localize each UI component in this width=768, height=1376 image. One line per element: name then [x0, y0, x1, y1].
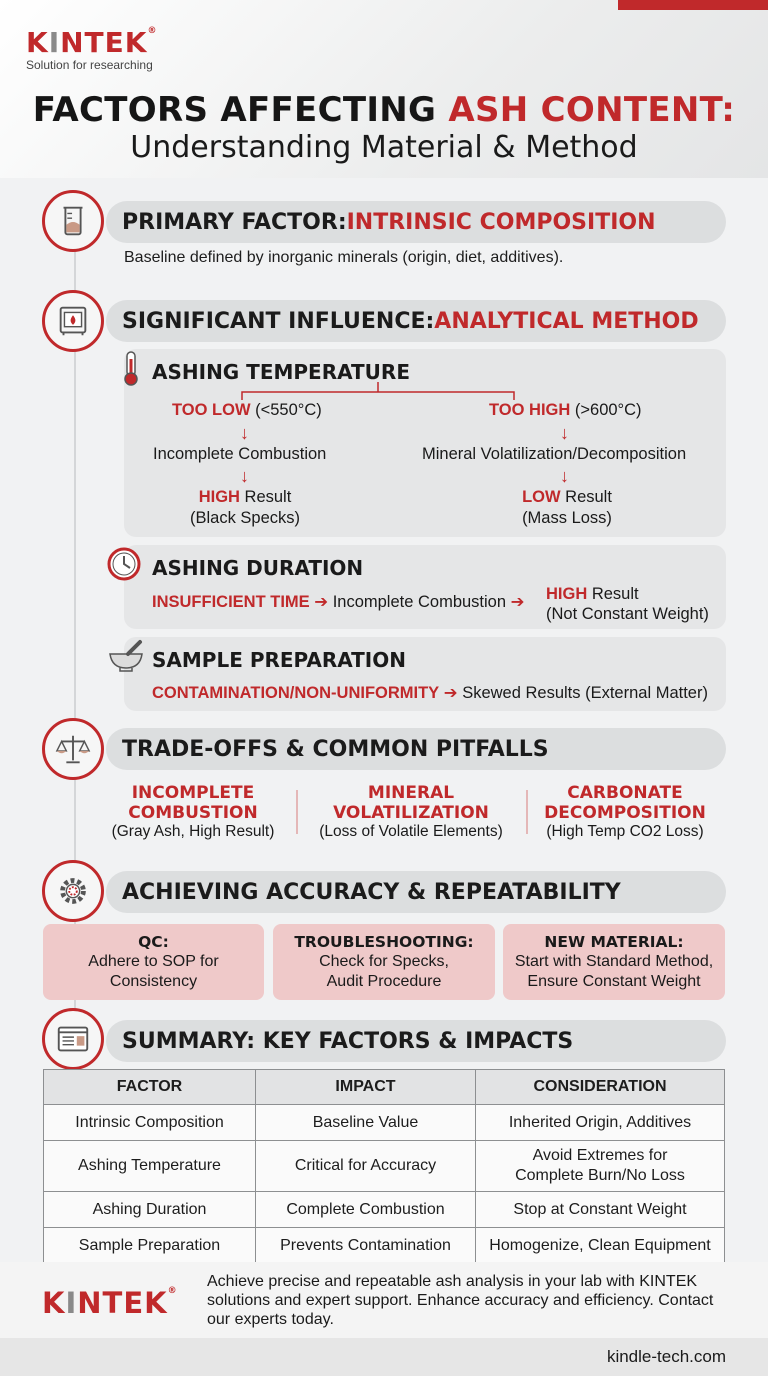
- table-cell: Intrinsic Composition: [44, 1105, 256, 1141]
- duration-note: (Not Constant Weight): [546, 605, 709, 623]
- analytical-method-heading: SIGNIFICANT INFLUENCE: ANALYTICAL METHOD: [106, 300, 726, 342]
- arrow-down-icon: ↓: [240, 466, 249, 486]
- footer-cta-text: Achieve precise and repeatable ash analysis in your lab with KINTEK solutions and expert support. Enhance accuracy and efficiency. Contact our experts today.: [207, 1273, 714, 1328]
- column-header: FACTOR: [44, 1070, 256, 1105]
- arrow-down-icon: ↓: [560, 423, 569, 443]
- document-table-icon: [42, 1008, 104, 1070]
- qc-card: QC: Adhere to SOP for Consistency: [43, 924, 264, 1000]
- beaker-icon: [42, 190, 104, 252]
- table-header-row: [44, 1070, 725, 1105]
- duration-heading: ASHING DURATION: [152, 556, 364, 580]
- mortar-pestle-icon: [106, 638, 146, 674]
- table-row: [44, 1105, 725, 1141]
- tagline: Solution for researching: [26, 58, 153, 72]
- gear-icon: [42, 860, 104, 922]
- arrow-down-icon: ↓: [560, 466, 569, 486]
- logo-i: I: [48, 26, 61, 59]
- tradeoff-item: INCOMPLETE COMBUSTION (Gray Ash, High Result): [111, 783, 275, 840]
- table-cell: Critical for Accuracy: [256, 1141, 476, 1192]
- temperature-branch-lines: [240, 382, 520, 402]
- too-low-result: HIGH Result: [198, 488, 292, 506]
- website-link[interactable]: kindle-tech.com: [606, 1347, 726, 1366]
- troubleshooting-card: TROUBLESHOOTING: Check for Specks, Audit Procedure: [273, 924, 495, 1000]
- table-cell: Ashing Temperature: [44, 1141, 256, 1192]
- top-accent-bar: [618, 0, 768, 10]
- temperature-heading: ASHING TEMPERATURE: [152, 360, 410, 384]
- table-cell: Baseline Value: [256, 1105, 476, 1141]
- table-cell: Ashing Duration: [44, 1192, 256, 1228]
- too-high-note: (Mass Loss): [522, 509, 612, 527]
- too-high-label: TOO HIGH (>600°C): [489, 401, 642, 419]
- divider: [296, 790, 298, 834]
- footer-kintek-logo: KINTEK®: [42, 1286, 178, 1320]
- preparation-chain: CONTAMINATION/NON-UNIFORMITY ➔ Skewed Results (External Matter): [152, 684, 708, 702]
- table-cell: Homogenize, Clean Equipment: [476, 1228, 725, 1264]
- too-low-label: TOO LOW (<550°C): [172, 401, 322, 419]
- clock-icon: [106, 546, 142, 582]
- duration-result: HIGH Result: [546, 585, 639, 603]
- divider: [526, 790, 528, 834]
- table-row: [44, 1192, 725, 1228]
- page-title: FACTORS AFFECTING ASH CONTENT:: [32, 90, 736, 130]
- summary-heading: SUMMARY: KEY FACTORS & IMPACTS: [106, 1020, 726, 1062]
- table-cell: Avoid Extremes for Complete Burn/No Loss: [476, 1141, 725, 1192]
- logo-i: I: [65, 1286, 78, 1320]
- tradeoff-item: CARBONATE DECOMPOSITION (High Temp CO2 Loss): [544, 783, 706, 840]
- table-cell: Sample Preparation: [44, 1228, 256, 1264]
- table-row: [44, 1228, 725, 1264]
- tradeoff-item: MINERAL VOLATILIZATION (Loss of Volatile Elements): [319, 783, 503, 840]
- table-cell: Complete Combustion: [256, 1192, 476, 1228]
- page-subtitle: Understanding Material & Method: [130, 130, 638, 165]
- column-header: CONSIDERATION: [476, 1070, 725, 1105]
- duration-chain: INSUFFICIENT TIME ➔ Incomplete Combustion ➔: [152, 593, 525, 611]
- too-high-effect: Mineral Volatilization/Decomposition: [422, 445, 687, 463]
- accuracy-heading: ACHIEVING ACCURACY & REPEATABILITY: [106, 871, 726, 913]
- summary-table: [43, 1069, 725, 1264]
- table-row: [44, 1141, 725, 1192]
- too-low-note: (Black Specks): [189, 509, 301, 527]
- column-header: IMPACT: [256, 1070, 476, 1105]
- table-cell: Prevents Contamination: [256, 1228, 476, 1264]
- primary-factor-text: Baseline defined by inorganic minerals (origin, diet, additives).: [124, 249, 564, 266]
- too-low-effect: Incomplete Combustion: [153, 445, 327, 463]
- table-cell: Stop at Constant Weight: [476, 1192, 725, 1228]
- primary-factor-heading: PRIMARY FACTOR: INTRINSIC COMPOSITION: [106, 201, 726, 243]
- table-cell: Inherited Origin, Additives: [476, 1105, 725, 1141]
- tradeoffs-heading: TRADE-OFFS & COMMON PITFALLS: [106, 728, 726, 770]
- balance-scale-icon: [42, 718, 104, 780]
- preparation-heading: SAMPLE PREPARATION: [152, 648, 406, 672]
- thermometer-icon: [114, 349, 148, 387]
- arrow-down-icon: ↓: [240, 423, 249, 443]
- new-material-card: NEW MATERIAL: Start with Standard Method, Ensure Constant Weight: [503, 924, 725, 1000]
- too-high-result: LOW Result: [522, 488, 612, 506]
- kintek-logo: KINTEK®: [26, 26, 158, 59]
- furnace-icon: [42, 290, 104, 352]
